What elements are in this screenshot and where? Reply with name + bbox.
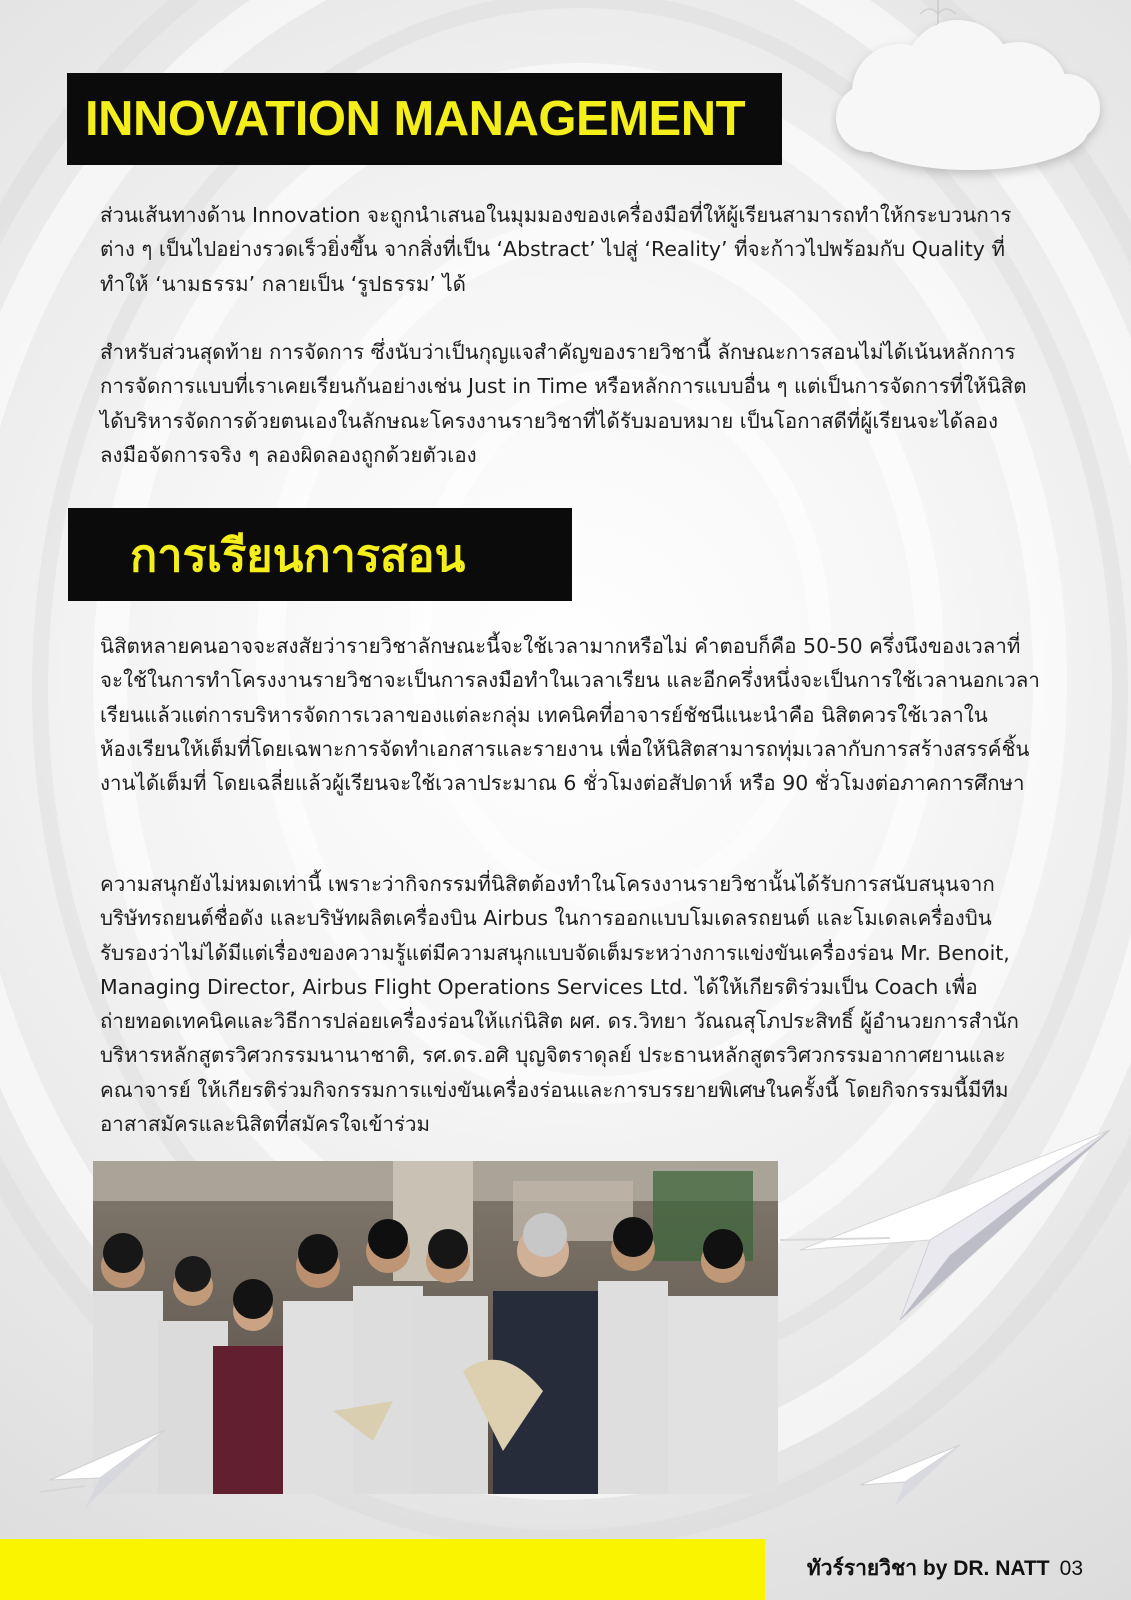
paragraph-innovation-path: ส่วนเส้นทางด้าน Innovation จะถูกนำเสนอในมุมมองของเครื่องมือที่ให้ผู้เรียนสามารถทำให้กระบวนการต่าง ๆ เป็นไปอย่างรวดเร็วยิ่งขึ้น จากสิ่งที่เป็น ‘Abstract’ ไปสู่ ‘Reality’ ที่จะก้าวไปพร้อมกับ Quality ที่ทำให้ ‘นามธรรม’ กลายเป็น ‘รูปธรรม’ ได้ (100, 203, 1012, 296)
paper-plane-icon (40, 1420, 170, 1510)
heading-text: การเรียนการสอน (130, 529, 466, 581)
paragraph-time-commitment: นิสิตหลายคนอาจจะสงสัยว่ารายวิชาลักษณะนี้จะใช้เวลามากหรือไม่ คำตอบก็คือ 50-50 ครึ่งนึงของเวลาที่จะใช้ในการทำโครงงานรายวิชาจะเป็นการลงมือทำในเวลาเรียน และอีกครึ่งหนึ่งจะเป็นการใช้เวลานอกเวลาเรียนแล้วแต่การบริหารจัดการเวลาของแต่ละกลุ่ม เทคนิคที่อาจารย์ชัชนีแนะนำคือ นิสิตควรใช้เวลาในห้องเรียนให้เต็มที่โดยเฉพาะการจัดทำเอกสารและรายงาน เพื่อให้นิสิตสามารถทุ่มเวลากับการสร้างสรรค์ชิ้นงานได้เต็มที่ โดยเฉลี่ยแล้วผู้เรียนจะใช้เวลาประมาณ 6 ชั่วโมงต่อสัปดาห์ หรือ 90 ชั่วโมงต่อภาคการศึกษา (100, 634, 1040, 796)
paragraph-activities: ความสนุกยังไม่หมดเท่านี้ เพราะว่ากิจกรรมที่นิสิตต้องทำในโครงงานรายวิชานั้นได้รับการสนับสนุนจากบริษัทรถยนต์ชื่อดัง และบริษัทผลิตเครื่องบิน Airbus ในการออกแบบโมเดลรถยนต์ และโมเดลเครื่องบิน รับรองว่าไม่ได้มีแต่เรื่องของความรู้แต่มีความสนุกแบบจัดเต็มระหว่างการแข่งขันเครื่องร่อน Mr. Benoit, Managing Director, Airbus Flight Operations Services Ltd. ได้ให้เกียรติร่วมเป็น Coach เพื่อถ่ายทอดเทคนิคและวิธีการปล่อยเครื่องร่อนให้แก่นิสิต ผศ. ดร.วิทยา วัณณสุโภประสิทธิ์ ผู้อำนวยการสำนักบริหารหลักสูตรวิศวกรรมนานาชาติ, รศ.ดร.อศิ บุญจิตราดุลย์ ประธานหลักสูตรวิศวกรรมอากาศยานและคณาจารย์ ให้เกียรติร่วมกิจกรรมการแข่งขันเครื่องร่อนและการบรรยายพิเศษในครั้งนี้ โดยกิจกรรมนี้มีทีมอาสาสมัครและนิสิตที่สมัครใจเข้าร่วม (100, 872, 1019, 1137)
paper-plane-icon (780, 1120, 1120, 1340)
page-number: 03 (1059, 1557, 1083, 1580)
footer-bar (0, 1539, 765, 1600)
paper-plane-icon (855, 1440, 965, 1510)
cloud-decoration (830, 0, 1110, 190)
section-heading-teaching (68, 508, 572, 601)
footer-title: ทัวร์รายวิชา by DR. NATT (806, 1557, 1050, 1580)
footer (807, 1552, 1083, 1585)
students-activity-photo (93, 1161, 778, 1494)
section-heading-innovation (67, 73, 782, 165)
paragraph-management: สำหรับส่วนสุดท้าย การจัดการ ซึ่งนับว่าเป็นกุญแจสำคัญของรายวิชานี้ ลักษณะการสอนไม่ได้เน้นหลักการการจัดการแบบที่เราเคยเรียนกันอย่างเช่น Just in Time หรือหลักการแบบอื่น ๆ แต่เป็นการจัดการที่ให้นิสิตได้บริหารจัดการด้วยตนเองในลักษณะโครงงานรายวิชาที่ได้รับมอบหมาย เป็นโอกาสดีที่ผู้เรียนจะได้ลองลงมือจัดการจริง ๆ ลองผิดลองถูกด้วยตัวเอง (100, 340, 1027, 467)
heading-text: INNOVATION MANAGEMENT (85, 92, 746, 146)
